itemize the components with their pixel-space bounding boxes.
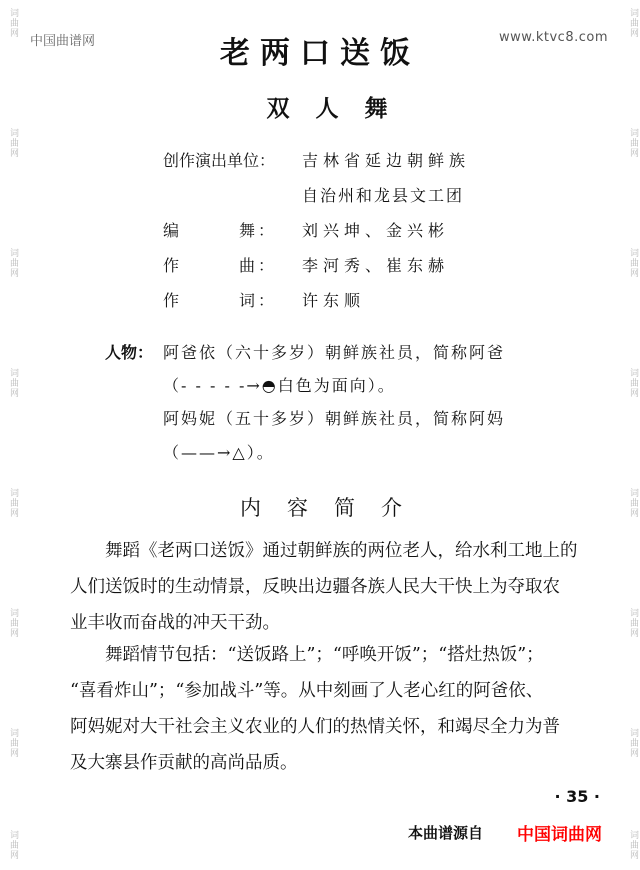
side-watermark-text: 词曲网 — [628, 608, 638, 638]
section-title: 内容简介 — [240, 496, 428, 520]
side-watermark-text: 词曲网 — [8, 128, 18, 158]
side-watermark-text: 词曲网 — [8, 608, 18, 638]
credit-label-choreography: 编 舞： — [163, 221, 278, 240]
side-watermark-text: 词曲网 — [628, 8, 638, 38]
role-line: （- - - - -→◓白色为面向）。 — [163, 376, 396, 395]
side-watermark-text: 词曲网 — [628, 488, 638, 518]
side-watermark-text: 词曲网 — [628, 128, 638, 158]
page-title: 老两口送饭 — [220, 36, 420, 71]
credit-value-lyricist: 许东顺 — [302, 291, 366, 310]
role-line: 阿妈妮（五十多岁）朝鲜族社员，简称阿妈 — [163, 409, 506, 428]
source-label: 本曲谱源自 — [408, 824, 484, 842]
synopsis-paragraph — [70, 533, 610, 641]
watermark-site-url[interactable]: www.ktvc8.com — [499, 30, 608, 45]
credit-value-producer-line2: 自治州和龙县文工团 — [302, 186, 465, 205]
credit-value-choreography: 刘兴坤、金兴彬 — [302, 221, 450, 240]
credit-value-producer-line1: 吉林省延边朝鲜族 — [302, 151, 471, 170]
paragraph-line: 人们送饭时的生动情景，反映出边疆各族人民大干快上为夺取农 — [70, 577, 560, 597]
right-side-watermark — [624, 0, 638, 870]
side-watermark-text: 词曲网 — [628, 248, 638, 278]
watermark-site-name: 中国曲谱网 — [30, 34, 96, 49]
roles-label: 人物： — [105, 343, 154, 362]
paragraph-line: 业丰收而奋战的冲天干劲。 — [70, 613, 280, 633]
credit-value-composer: 李河秀、崔东赫 — [302, 256, 450, 275]
page-number: · 35 · — [554, 787, 600, 806]
side-watermark-text: 词曲网 — [8, 368, 18, 398]
credit-label-producer: 创作演出单位： — [163, 151, 276, 170]
left-side-watermark — [4, 0, 18, 870]
page-subtitle: 双人舞 — [266, 95, 414, 122]
side-watermark-text: 词曲网 — [628, 728, 638, 758]
role-line: （——→△）。 — [163, 443, 275, 462]
paragraph-line: 舞蹈《老两口送饭》通过朝鲜族的两位老人，给水利工地上的 — [70, 541, 578, 561]
side-watermark-text: 词曲网 — [8, 830, 18, 860]
paragraph-line: 阿妈妮对大干社会主义农业的人们的热情关怀，和竭尽全力为普 — [70, 717, 560, 737]
side-watermark-text: 词曲网 — [628, 830, 638, 860]
paragraph-line: 舞蹈情节包括：“送饭路上”；“呼唤开饭”；“搭灶热饭”； — [70, 645, 544, 665]
side-watermark-text: 词曲网 — [8, 728, 18, 758]
role-line: 阿爸依（六十多岁）朝鲜族社员，简称阿爸 — [163, 343, 506, 362]
side-watermark-text: 词曲网 — [8, 8, 18, 38]
credit-label-lyricist: 作 词： — [163, 291, 278, 310]
credit-label-composer: 作 曲： — [163, 256, 278, 275]
synopsis-paragraph — [70, 637, 610, 781]
side-watermark-text: 词曲网 — [8, 248, 18, 278]
source-site-link[interactable]: 中国词曲网 — [517, 825, 602, 845]
side-watermark-text: 词曲网 — [8, 488, 18, 518]
side-watermark-text: 词曲网 — [628, 368, 638, 398]
paragraph-line: “喜看炸山”；“参加战斗”等。从中刻画了人老心红的阿爸依、 — [70, 681, 544, 701]
paragraph-line: 及大寨县作贡献的高尚品质。 — [70, 753, 298, 773]
